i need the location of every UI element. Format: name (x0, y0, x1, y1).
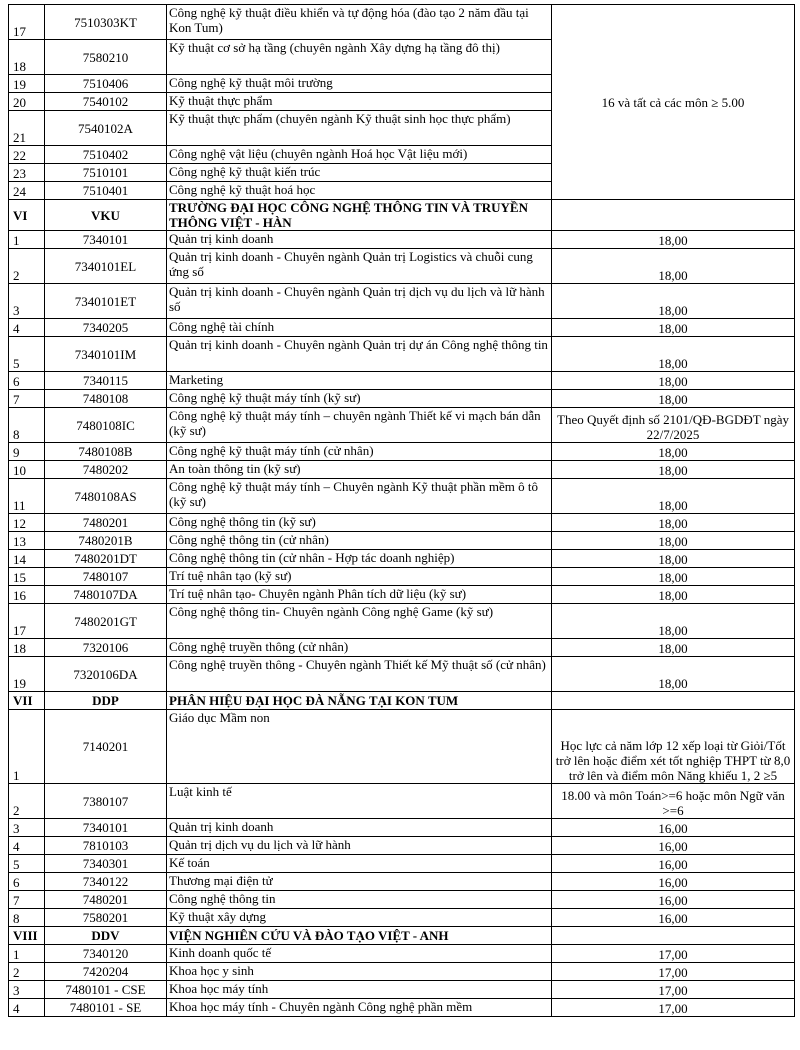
row-number: 4 (9, 319, 45, 337)
program-name: Khoa học máy tính (167, 981, 552, 999)
program-name: Khoa học y sinh (167, 963, 552, 981)
row-number: 8 (9, 909, 45, 927)
table-row (9, 855, 795, 873)
row-number: 8 (9, 408, 45, 443)
section-code: DDP (45, 692, 167, 710)
program-name: Công nghệ vật liệu (chuyên ngành Hoá học Vật liệu mới) (167, 146, 552, 164)
program-code: 7510406 (45, 75, 167, 93)
table-row (9, 532, 795, 550)
program-name: Kỹ thuật thực phẩm (167, 93, 552, 111)
program-code: 7340101ET (45, 284, 167, 319)
row-number: 18 (9, 40, 45, 75)
program-code: 7510401 (45, 182, 167, 200)
table-row (9, 657, 795, 692)
program-code: 7480107DA (45, 586, 167, 604)
row-number: 3 (9, 981, 45, 999)
row-number: 6 (9, 873, 45, 891)
program-code: 7510303KT (45, 5, 167, 40)
program-code: 7340122 (45, 873, 167, 891)
table-row (9, 891, 795, 909)
row-number: 11 (9, 479, 45, 514)
table-row (9, 568, 795, 586)
admission-score: 16,00 (552, 891, 795, 909)
table-row (9, 337, 795, 372)
program-name: Công nghệ kỹ thuật máy tính (kỹ sư) (167, 390, 552, 408)
program-name: Thương mại điện tử (167, 873, 552, 891)
table-row (9, 231, 795, 249)
program-name: Quản trị kinh doanh (167, 231, 552, 249)
program-name: Luật kinh tế (167, 784, 552, 819)
program-code: 7480101 - SE (45, 999, 167, 1017)
program-code: 7480101 - CSE (45, 981, 167, 999)
admission-score: 18,00 (552, 639, 795, 657)
program-name: Quản trị kinh doanh - Chuyên ngành Quản trị dịch vụ du lịch và lữ hành số (167, 284, 552, 319)
section-header-row (9, 200, 795, 231)
admission-score: Học lực cả năm lớp 12 xếp loại từ Giỏi/Tốt trở lên hoặc điểm xét tốt nghiệp THPT từ 8,0 trở lên và điểm môn Năng khiếu 1, 2 ≥5 (552, 710, 795, 784)
table-row (9, 408, 795, 443)
program-name: Công nghệ thông tin (167, 891, 552, 909)
program-code: 7420204 (45, 963, 167, 981)
program-name: Quản trị kinh doanh - Chuyên ngành Quản trị dự án Công nghệ thông tin (167, 337, 552, 372)
admission-score: 16,00 (552, 909, 795, 927)
row-number: 2 (9, 249, 45, 284)
table-row (9, 999, 795, 1017)
row-number: 3 (9, 284, 45, 319)
section-title: VIỆN NGHIÊN CỨU VÀ ĐÀO TẠO VIỆT - ANH (167, 927, 552, 945)
program-name: Công nghệ kỹ thuật hoá học (167, 182, 552, 200)
program-name: Kỹ thuật thực phẩm (chuyên ngành Kỹ thuật sinh học thực phẩm) (167, 111, 552, 146)
admission-score: 17,00 (552, 999, 795, 1017)
row-number: 2 (9, 784, 45, 819)
table-row (9, 604, 795, 639)
program-code: 7480108 (45, 390, 167, 408)
program-code: 7580210 (45, 40, 167, 75)
table-row (9, 249, 795, 284)
table-body (9, 5, 795, 1017)
program-name: Kỹ thuật cơ sở hạ tầng (chuyên ngành Xây dựng hạ tầng đô thị) (167, 40, 552, 75)
program-name: Quản trị kinh doanh - Chuyên ngành Quản trị Logistics và chuỗi cung ứng số (167, 249, 552, 284)
program-code: 7480108B (45, 443, 167, 461)
section-header-row (9, 927, 795, 945)
admission-score: 18,00 (552, 390, 795, 408)
admission-score: 18,00 (552, 514, 795, 532)
program-code: 7480202 (45, 461, 167, 479)
program-name: Trí tuệ nhân tạo (kỹ sư) (167, 568, 552, 586)
table-row (9, 586, 795, 604)
table-row (9, 963, 795, 981)
table-row (9, 284, 795, 319)
admission-score: 18,00 (552, 532, 795, 550)
row-number: 24 (9, 182, 45, 200)
table-row (9, 319, 795, 337)
program-code: 7510101 (45, 164, 167, 182)
admission-score: 16,00 (552, 837, 795, 855)
admission-score: 16,00 (552, 855, 795, 873)
table-row (9, 981, 795, 999)
table-row (9, 710, 795, 784)
program-code: 7580201 (45, 909, 167, 927)
program-code: 7480201 (45, 891, 167, 909)
table-row (9, 372, 795, 390)
row-number: 17 (9, 5, 45, 40)
program-code: 7340101IM (45, 337, 167, 372)
row-number: 20 (9, 93, 45, 111)
program-name: Quản trị kinh doanh (167, 819, 552, 837)
program-code: 7810103 (45, 837, 167, 855)
admission-score: 18,00 (552, 372, 795, 390)
admission-score: 16,00 (552, 873, 795, 891)
section-number: VI (9, 200, 45, 231)
row-number: 3 (9, 819, 45, 837)
admission-score: 18,00 (552, 249, 795, 284)
section-score-blank (552, 200, 795, 231)
program-name: Công nghệ kỹ thuật máy tính (cử nhân) (167, 443, 552, 461)
admission-score: 18,00 (552, 443, 795, 461)
admission-score: 18,00 (552, 231, 795, 249)
table-row (9, 784, 795, 819)
section-number: VIII (9, 927, 45, 945)
program-name: Công nghệ kỹ thuật máy tính – Chuyên ngành Kỹ thuật phần mềm ô tô (kỹ sư) (167, 479, 552, 514)
table-row (9, 461, 795, 479)
program-name: Kỹ thuật xây dựng (167, 909, 552, 927)
table-row (9, 550, 795, 568)
program-code: 7480108IC (45, 408, 167, 443)
program-name: Quản trị dịch vụ du lịch và lữ hành (167, 837, 552, 855)
program-code: 7480108AS (45, 479, 167, 514)
program-name: Kế toán (167, 855, 552, 873)
program-code: 7140201 (45, 710, 167, 784)
section-score-blank (552, 927, 795, 945)
admission-score: Theo Quyết định số 2101/QĐ-BGDĐT ngày 22/7/2025 (552, 408, 795, 443)
admission-score: 17,00 (552, 981, 795, 999)
program-code: 7380107 (45, 784, 167, 819)
program-code: 7340101EL (45, 249, 167, 284)
row-number: 18 (9, 639, 45, 657)
row-number: 1 (9, 945, 45, 963)
row-number: 9 (9, 443, 45, 461)
admission-score: 18,00 (552, 284, 795, 319)
program-code: 7540102A (45, 111, 167, 146)
program-code: 7480107 (45, 568, 167, 586)
program-code: 7340301 (45, 855, 167, 873)
program-name: Công nghệ kỹ thuật máy tính – chuyên ngành Thiết kế vi mạch bán dẫn (kỹ sư) (167, 408, 552, 443)
program-name: Công nghệ kỹ thuật môi trường (167, 75, 552, 93)
row-number: 4 (9, 837, 45, 855)
program-code: 7340115 (45, 372, 167, 390)
program-name: Công nghệ thông tin (kỹ sư) (167, 514, 552, 532)
program-name: Công nghệ thông tin (cử nhân - Hợp tác doanh nghiệp) (167, 550, 552, 568)
section-header-row (9, 692, 795, 710)
row-number: 23 (9, 164, 45, 182)
admission-score: 18,00 (552, 604, 795, 639)
program-name: Công nghệ thông tin (cử nhân) (167, 532, 552, 550)
admission-score: 18.00 và môn Toán>=6 hoặc môn Ngữ văn >=6 (552, 784, 795, 819)
row-number: 10 (9, 461, 45, 479)
program-name: Công nghệ kỹ thuật điều khiển và tự động hóa (đào tạo 2 năm đầu tại Kon Tum) (167, 5, 552, 40)
admission-score: 17,00 (552, 963, 795, 981)
program-code: 7510402 (45, 146, 167, 164)
admission-score: 18,00 (552, 657, 795, 692)
admission-score: 17,00 (552, 945, 795, 963)
row-number: 7 (9, 390, 45, 408)
program-code: 7480201B (45, 532, 167, 550)
program-code: 7340205 (45, 319, 167, 337)
row-number: 4 (9, 999, 45, 1017)
table-row (9, 639, 795, 657)
program-name: Công nghệ kỹ thuật kiến trúc (167, 164, 552, 182)
program-code: 7480201GT (45, 604, 167, 639)
program-code: 7480201DT (45, 550, 167, 568)
program-name: Kinh doanh quốc tế (167, 945, 552, 963)
row-number: 5 (9, 337, 45, 372)
row-number: 2 (9, 963, 45, 981)
table-row (9, 390, 795, 408)
program-name: Trí tuệ nhân tạo- Chuyên ngành Phân tích dữ liệu (kỹ sư) (167, 586, 552, 604)
program-name: Giáo dục Mầm non (167, 710, 552, 784)
section-title: TRƯỜNG ĐẠI HỌC CÔNG NGHỆ THÔNG TIN VÀ TRUYỀN THÔNG VIỆT - HÀN (167, 200, 552, 231)
program-code: 7340120 (45, 945, 167, 963)
table-row (9, 837, 795, 855)
row-number: 14 (9, 550, 45, 568)
table-row (9, 819, 795, 837)
program-code: 7540102 (45, 93, 167, 111)
admission-score: 16,00 (552, 819, 795, 837)
program-code: 7320106DA (45, 657, 167, 692)
section-code: VKU (45, 200, 167, 231)
admission-score-table (8, 4, 795, 1017)
row-number: 19 (9, 657, 45, 692)
row-number: 6 (9, 372, 45, 390)
program-code: 7340101 (45, 819, 167, 837)
table-row (9, 5, 795, 40)
admission-score: 18,00 (552, 479, 795, 514)
row-number: 1 (9, 710, 45, 784)
row-number: 16 (9, 586, 45, 604)
table-row (9, 514, 795, 532)
table-row (9, 479, 795, 514)
program-name: Công nghệ thông tin- Chuyên ngành Công nghệ Game (kỹ sư) (167, 604, 552, 639)
program-code: 7480201 (45, 514, 167, 532)
section-number: VII (9, 692, 45, 710)
row-number: 21 (9, 111, 45, 146)
program-name: Công nghệ truyền thông - Chuyên ngành Thiết kế Mỹ thuật số (cử nhân) (167, 657, 552, 692)
program-name: Công nghệ tài chính (167, 319, 552, 337)
table-row (9, 873, 795, 891)
table-row (9, 443, 795, 461)
program-name: Công nghệ truyền thông (cử nhân) (167, 639, 552, 657)
row-number: 12 (9, 514, 45, 532)
row-number: 13 (9, 532, 45, 550)
row-number: 22 (9, 146, 45, 164)
admission-score: 18,00 (552, 586, 795, 604)
row-number: 7 (9, 891, 45, 909)
table-row (9, 909, 795, 927)
admission-score: 18,00 (552, 568, 795, 586)
row-number: 17 (9, 604, 45, 639)
admission-score: 18,00 (552, 319, 795, 337)
row-number: 15 (9, 568, 45, 586)
program-code: 7320106 (45, 639, 167, 657)
table-row (9, 945, 795, 963)
section-title: PHÂN HIỆU ĐẠI HỌC ĐÀ NẴNG TẠI KON TUM (167, 692, 552, 710)
row-number: 19 (9, 75, 45, 93)
row-number: 1 (9, 231, 45, 249)
admission-score: 18,00 (552, 337, 795, 372)
admission-score: 18,00 (552, 550, 795, 568)
row-number: 5 (9, 855, 45, 873)
program-name: Marketing (167, 372, 552, 390)
program-name: An toàn thông tin (kỹ sư) (167, 461, 552, 479)
program-name: Khoa học máy tính - Chuyên ngành Công nghệ phần mềm (167, 999, 552, 1017)
program-code: 7340101 (45, 231, 167, 249)
merged-admission-score: 16 và tất cả các môn ≥ 5.00 (552, 5, 795, 200)
admission-score: 18,00 (552, 461, 795, 479)
section-code: DDV (45, 927, 167, 945)
section-score-blank (552, 692, 795, 710)
